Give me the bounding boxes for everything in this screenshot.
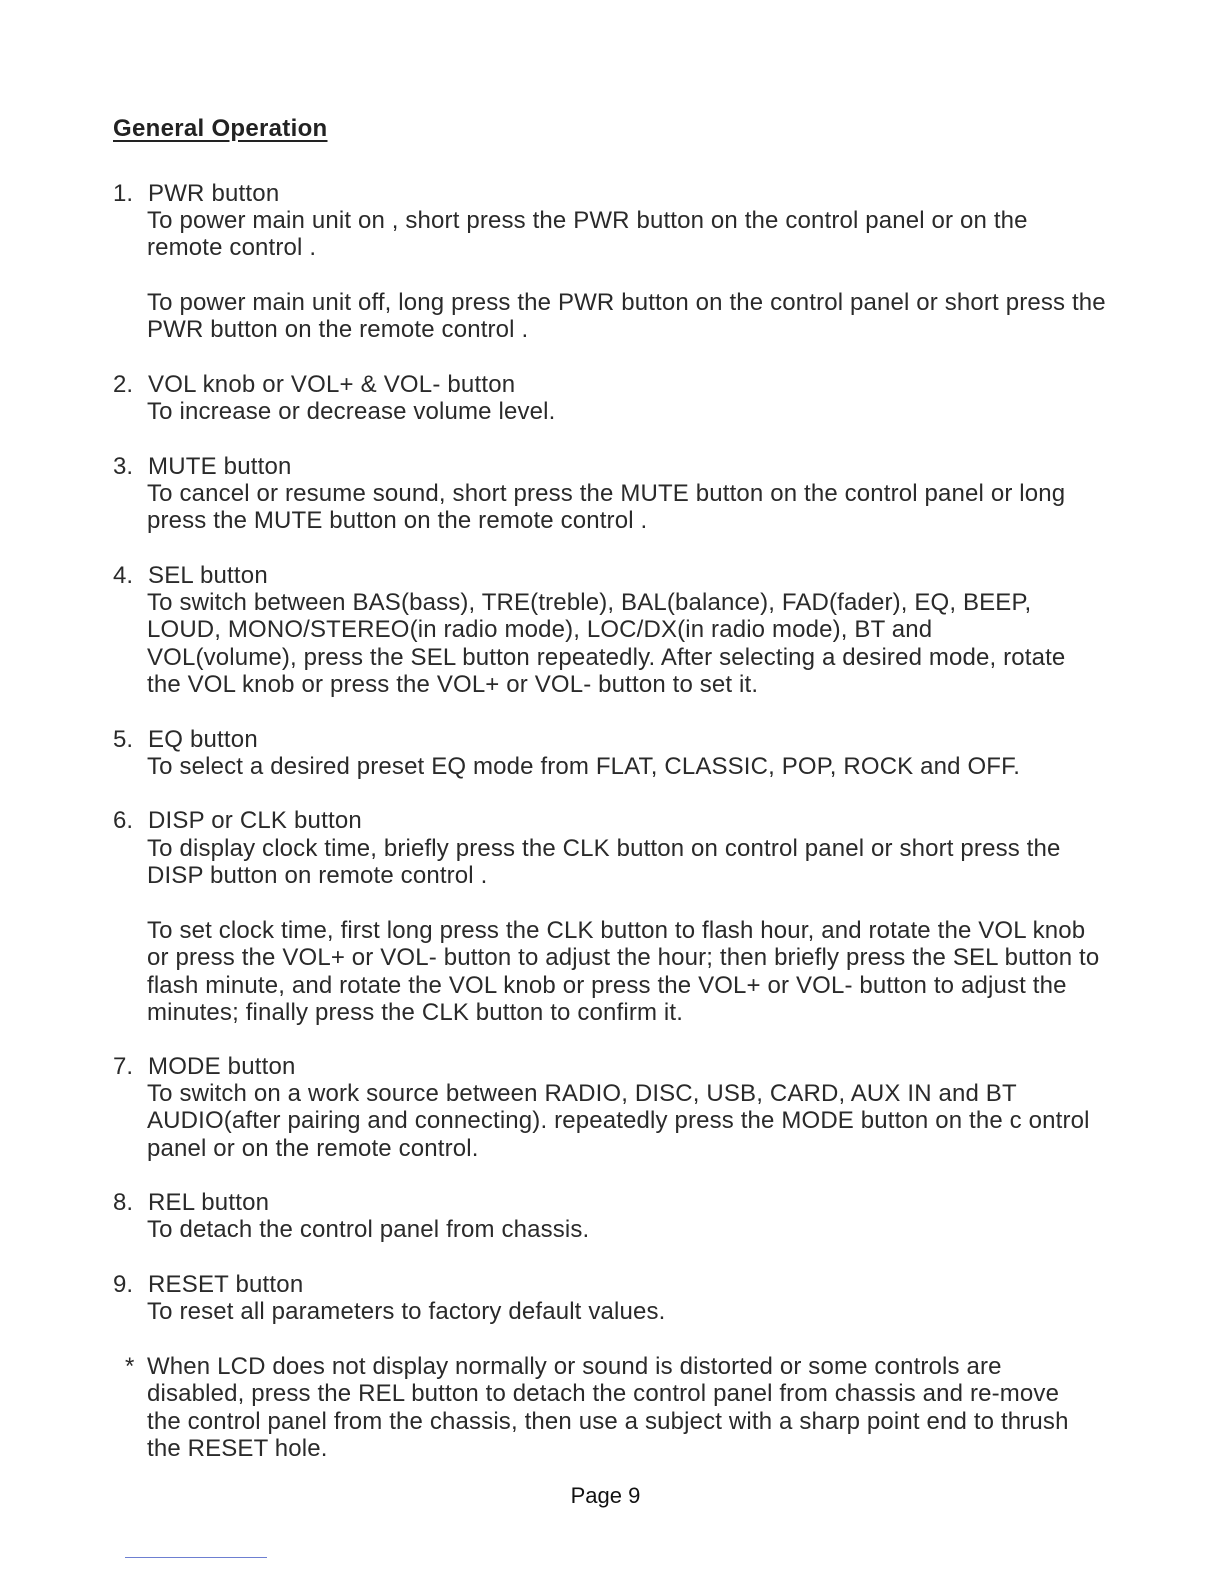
- footer-rule: [125, 1557, 267, 1558]
- item-text: To detach the control panel from chassis.: [147, 1216, 590, 1243]
- note-text: When LCD does not display normally or sound is distorted or some controls are disabled, press the REL button to detach the control panel from chassis and re-move the control panel from the chassis, then use a subject with a sharp point end to thrush the RESET hole.: [147, 1353, 1069, 1462]
- item-text: To cancel or resume sound, short press the MUTE button on the control panel or long press the MUTE button on the remote control .: [147, 480, 1066, 535]
- item-heading-vol: VOL knob or VOL+ & VOL- button: [148, 371, 516, 398]
- item-number: 5.: [113, 726, 134, 753]
- item-heading-mode: MODE button: [148, 1053, 296, 1080]
- item-heading-rel: REL button: [148, 1189, 270, 1216]
- section-title: General Operation: [113, 115, 328, 142]
- item-text: To reset all parameters to factory default values.: [147, 1298, 666, 1325]
- item-text: To display clock time, briefly press the CLK button on control panel or short press the DISP button on remote control .: [147, 835, 1061, 890]
- item-number: 2.: [113, 371, 134, 398]
- item-number: 8.: [113, 1189, 134, 1216]
- item-heading-pwr: PWR button: [148, 180, 280, 207]
- item-text: To power main unit off, long press the PWR button on the control panel or short press the PWR button on the remote control .: [147, 289, 1106, 344]
- item-number: 4.: [113, 562, 134, 589]
- item-text: To select a desired preset EQ mode from FLAT, CLASSIC, POP, ROCK and OFF.: [147, 753, 1021, 780]
- item-number: 3.: [113, 453, 134, 480]
- item-number: 6.: [113, 807, 134, 834]
- item-text: To switch on a work source between RADIO, DISC, USB, CARD, AUX IN and BT AUDIO(after pairing and connecting). repeatedly press the MODE button on the c ontrol panel or on the remote control.: [147, 1080, 1090, 1162]
- item-text: To increase or decrease volume level.: [147, 398, 556, 425]
- item-heading-mute: MUTE button: [148, 453, 292, 480]
- item-text: To power main unit on , short press the PWR button on the control panel or on the remote control .: [147, 207, 1028, 262]
- item-number: 1.: [113, 180, 134, 207]
- item-text: To set clock time, first long press the CLK button to flash hour, and rotate the VOL knob or press the VOL+ or VOL- button to adjust the hour; then briefly press the SEL button to flash minute, and rotate the VOL knob or press the VOL+ or VOL- button to adjust the minutes; finally press the CLK button to confirm it.: [147, 917, 1100, 1026]
- item-heading-disp-clk: DISP or CLK button: [148, 807, 362, 834]
- page-number: Page 9: [570, 1483, 641, 1508]
- item-heading-sel: SEL button: [148, 562, 268, 589]
- item-number: 7.: [113, 1053, 134, 1080]
- item-heading-eq: EQ button: [148, 726, 258, 753]
- item-number: 9.: [113, 1271, 134, 1298]
- item-heading-reset: RESET button: [148, 1271, 304, 1298]
- item-text: To switch between BAS(bass), TRE(treble), BAL(balance), FAD(fader), EQ, BEEP, LOUD, MONO/STEREO(in radio mode), LOC/DX(in radio mode), BT and VOL(volume), press the SEL button repeatedly. After selecting a desired mode, rotate the VOL knob or press the VOL+ or VOL- button to set it.: [147, 589, 1066, 698]
- note-marker: *: [125, 1353, 135, 1380]
